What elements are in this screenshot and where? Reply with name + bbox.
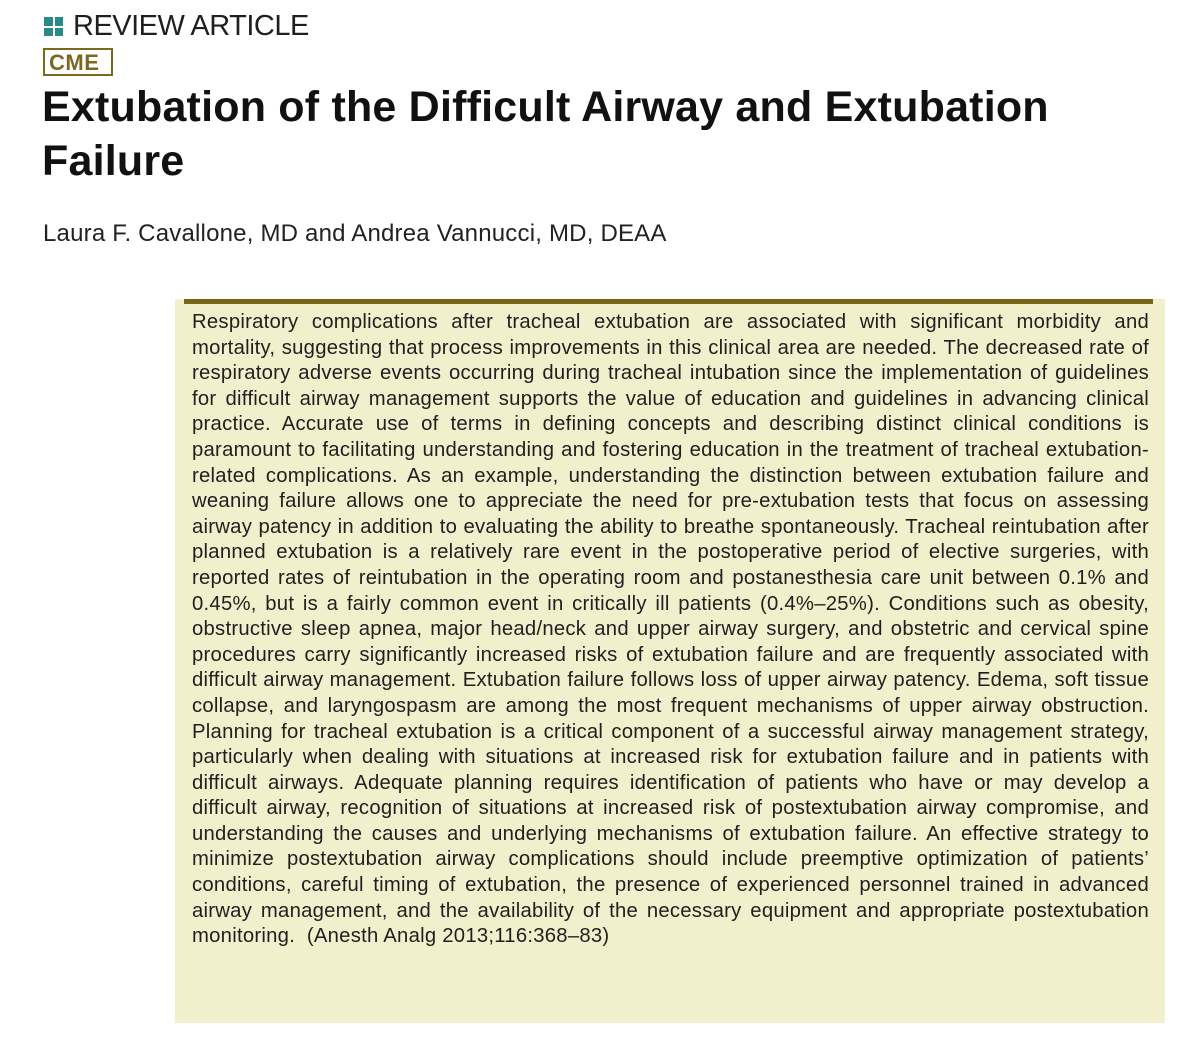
abstract-box <box>175 299 1165 1023</box>
abstract-body: Respiratory complications after tracheal extubation are associated with significant morbidity and mortality, suggesting that process improvements in this clinical area are needed. The decreased rate of respiratory adverse events occurring during tracheal intubation since the implementation of guidelines for difficult airway management supports the value of education and guidelines in advancing clinical practice. Accurate use of terms in defining concepts and describing distinct clinical conditions is paramount to facilitating understanding and fostering education in the treatment of tracheal extubation-related complications. As an example, understanding the distinction between extubation failure and weaning failure allows one to appreciate the need for pre-extubation tests that focus on assessing airway patency in addition to evaluating the ability to breathe spontaneously. Tracheal reintubation after planned extubation is a relatively rare event in the postoperative period of elective surgeries, with reported rates of reintubation in the operating room and postanesthesia care unit between 0.1% and 0.45%, but is a fairly common event in critically ill patients (0.4%–25%). Conditions such as obesity, obstructive sleep apnea, major head/neck and upper airway surgery, and obstetric and cervical spine procedures carry significantly increased risks of extubation failure and are frequently associated with difficult airway management. Extubation failure follows loss of upper airway patency. Edema, soft tissue collapse, and laryngospasm are among the most frequent mechanisms of upper airway obstruction. Planning for tracheal extubation is a critical component of a successful airway management strategy, particularly when dealing with situations at increased risk for extubation failure and in patients with difficult airways. Adequate planning requires identification of patients who have or may develop a difficult airway, recognition of situations at increased risk of postextubation airway compromise, and understanding the causes and underlying mechanisms of extubation failure. An effective strategy to minimize postextubation airway complications should include preemptive optimization of patients’ conditions, careful timing of extubation, the presence of experienced personnel trained in advanced airway management, and the availability of the necessary equipment and appropriate postextubation monitoring. <box>192 311 1149 948</box>
abstract-top-rule <box>184 299 1153 304</box>
abstract-text <box>192 310 1149 950</box>
section-label-text: REVIEW ARTICLE <box>73 10 309 42</box>
abstract-citation: (Anesth Analg 2013;116:368–83) <box>306 925 610 948</box>
article-title: Extubation of the Difficult Airway and Extubation Failure <box>42 83 1049 185</box>
article-authors: Laura F. Cavallone, MD and Andrea Vannucci, MD, DEAA <box>43 220 667 247</box>
grid-squares-icon <box>44 17 63 36</box>
section-label <box>44 10 309 43</box>
cme-badge: CME <box>43 48 113 76</box>
